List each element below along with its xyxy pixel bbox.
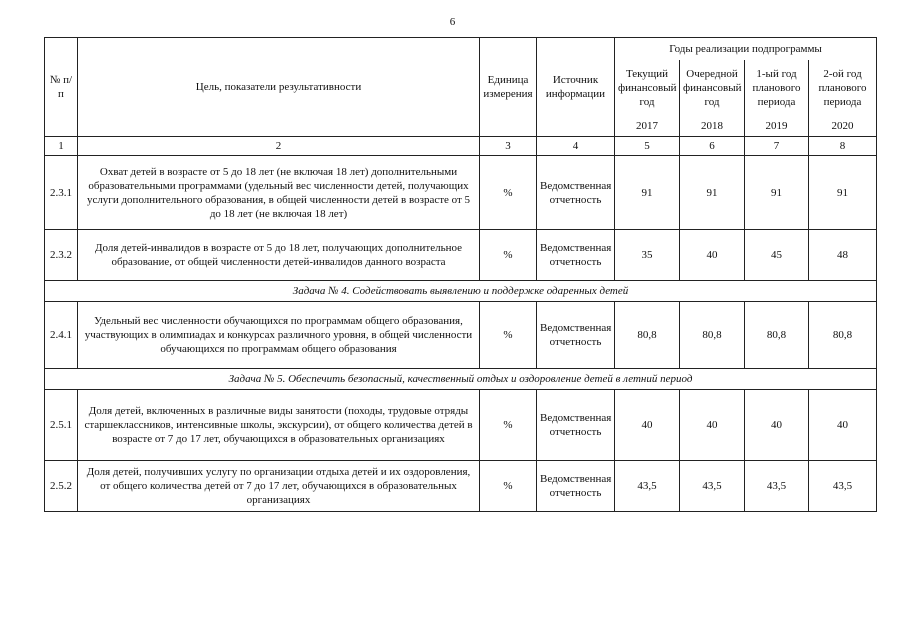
row-number: 2.4.1 (45, 302, 78, 369)
row-value: 40 (809, 390, 877, 461)
row-source: Ведомственная отчетность (537, 461, 615, 512)
row-number: 2.3.1 (45, 156, 78, 230)
header-year-label: Очередной финансовый год (680, 60, 745, 116)
row-source: Ведомственная отчетность (537, 390, 615, 461)
column-number: 5 (615, 137, 680, 156)
column-number: 8 (809, 137, 877, 156)
row-value: 80,8 (680, 302, 745, 369)
row-source: Ведомственная отчетность (537, 230, 615, 281)
row-unit: % (480, 390, 537, 461)
header-unit: Единица измерения (480, 38, 537, 137)
task-row (45, 281, 877, 302)
row-value: 43,5 (680, 461, 745, 512)
table-row (45, 390, 877, 461)
row-value: 91 (615, 156, 680, 230)
header-year: 2020 (809, 116, 877, 137)
row-value: 80,8 (745, 302, 809, 369)
row-indicator: Охват детей в возрасте от 5 до 18 лет (не включая 18 лет) дополнительными образовательными программами (удельный вес численности детей, получающих услуги дополнительного образования, в общей численности детей в возрасте от 5 до 18 лет (не включая 18 лет) (78, 156, 480, 230)
header-year: 2018 (680, 116, 745, 137)
row-value: 91 (809, 156, 877, 230)
task-row (45, 369, 877, 390)
row-value: 43,5 (745, 461, 809, 512)
column-numbers-row (45, 137, 877, 156)
header-years-title: Годы реализации подпрограммы (615, 38, 877, 61)
table-row (45, 461, 877, 512)
column-number: 7 (745, 137, 809, 156)
header-year-label: 2-ой год планового периода (809, 60, 877, 116)
row-value: 43,5 (615, 461, 680, 512)
table-row (45, 302, 877, 369)
column-number: 6 (680, 137, 745, 156)
table-row (45, 156, 877, 230)
column-number: 4 (537, 137, 615, 156)
row-number: 2.5.2 (45, 461, 78, 512)
row-unit: % (480, 230, 537, 281)
page-number: 6 (449, 16, 456, 28)
header-source: Источник информации (537, 38, 615, 137)
row-value: 40 (615, 390, 680, 461)
table-row (45, 230, 877, 281)
row-value: 91 (745, 156, 809, 230)
row-unit: % (480, 156, 537, 230)
row-value: 43,5 (809, 461, 877, 512)
column-number: 2 (78, 137, 480, 156)
row-number: 2.3.2 (45, 230, 78, 281)
header-year-label: 1-ый год планового периода (745, 60, 809, 116)
row-value: 40 (680, 230, 745, 281)
row-value: 40 (745, 390, 809, 461)
row-indicator: Доля детей, включенных в различные виды занятости (походы, трудовые отряды старшеклассников, интенсивные школы, экскурсии), от общего количества детей в возрасте от 7 до 17 лет, обучающихся в образовательных организациях (78, 390, 480, 461)
row-value: 91 (680, 156, 745, 230)
header-year: 2019 (745, 116, 809, 137)
row-source: Ведомственная отчетность (537, 156, 615, 230)
header-row-title (45, 38, 877, 61)
row-number: 2.5.1 (45, 390, 78, 461)
header-goal: Цель, показатели результативности (78, 38, 480, 137)
row-value: 35 (615, 230, 680, 281)
header-year-label: Текущий финансовый год (615, 60, 680, 116)
row-value: 80,8 (809, 302, 877, 369)
indicators-table (44, 37, 877, 512)
row-source: Ведомственная отчетность (537, 302, 615, 369)
row-value: 80,8 (615, 302, 680, 369)
task-4-title: Задача № 4. Содействовать выявлению и поддержке одаренных детей (45, 281, 877, 302)
row-value: 40 (680, 390, 745, 461)
column-number: 1 (45, 137, 78, 156)
row-unit: % (480, 461, 537, 512)
row-unit: % (480, 302, 537, 369)
row-indicator: Удельный вес численности обучающихся по программам общего образования, участвующих в олимпиадах и конкурсах различного уровня, в общей численности обучающихся по программам общего образования (78, 302, 480, 369)
task-5-title: Задача № 5. Обеспечить безопасный, качественный отдых и оздоровление детей в летний период (45, 369, 877, 390)
column-number: 3 (480, 137, 537, 156)
row-value: 48 (809, 230, 877, 281)
row-indicator: Доля детей, получивших услугу по организации отдыха детей и их оздоровления, от общего количества детей от 7 до 17 лет, обучающихся в образовательных организациях (78, 461, 480, 512)
row-indicator: Доля детей-инвалидов в возрасте от 5 до 18 лет, получающих дополнительное образование, от общей численности детей-инвалидов данного возраста (78, 230, 480, 281)
header-num: № п/п (45, 38, 78, 137)
header-year: 2017 (615, 116, 680, 137)
row-value: 45 (745, 230, 809, 281)
